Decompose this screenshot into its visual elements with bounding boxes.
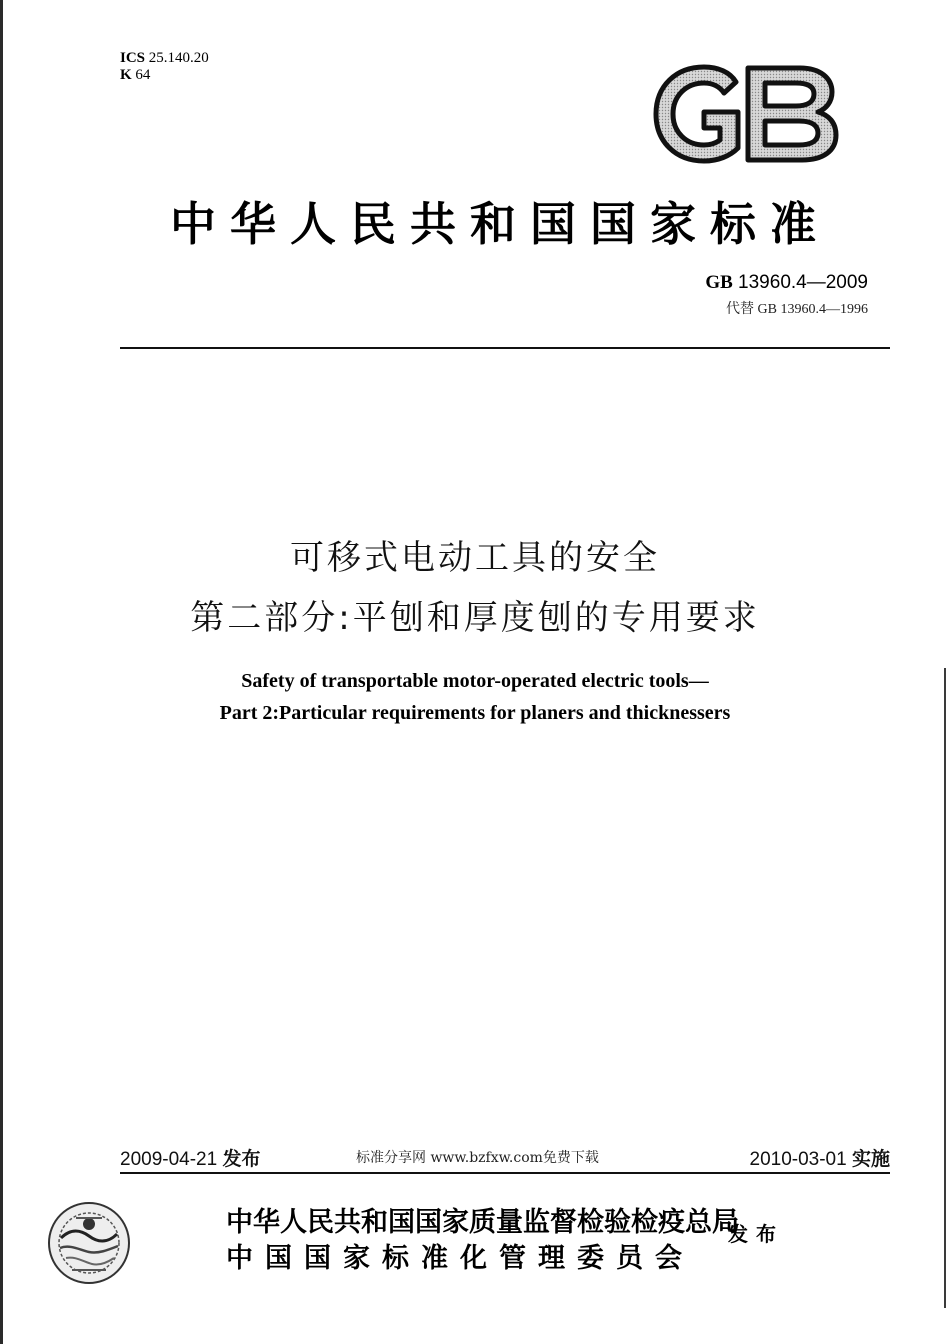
issuer-aqsiq: 中华人民共和国国家质量监督检验检疫总局 [226,1207,739,1238]
official-seal-icon [46,1200,132,1286]
ics-code: 25.140.20 [148,50,209,66]
footer-divider [120,1172,890,1174]
implementation-date [750,1144,891,1171]
issue-date [120,1144,261,1171]
standard-number-value: 13960.4—2009 [738,272,868,293]
replaces-standard: 代替 GB 13960.4—1996 [726,302,868,317]
implementation-date-value: 2010-03-01 [749,1149,847,1170]
issue-date-label: 发布 [222,1148,261,1170]
gb-logo [652,64,840,164]
ccs-code: 64 [135,67,151,83]
date-row [120,1144,890,1170]
implementation-date-label: 实施 [851,1148,890,1170]
issuer-sac: 中国国家标准化管理委员会 [226,1243,694,1274]
title-cn-line2: 第二部分:平刨和厚度刨的专用要求 [190,598,760,638]
watermark-text: 标准分享网 www.bzfxw.com免费下载 [356,1150,599,1166]
national-standard-heading: 中华人民共和国国家标准 [170,197,830,251]
standard-prefix: GB [705,272,733,293]
scan-right-edge [944,668,946,1308]
publish-label: 发布 [728,1222,784,1246]
title-cn-line1: 可移式电动工具的安全 [290,538,660,578]
issue-date-value: 2009-04-21 [120,1149,218,1170]
standard-number [600,272,868,294]
ics-line [120,50,209,67]
classification-codes [120,50,209,84]
title-en-line1: Safety of transportable motor-operated electric tools— [241,670,709,692]
header-divider [120,347,890,349]
ccs-line [120,67,209,84]
scan-left-edge [0,0,3,1344]
ccs-label: K [120,67,132,83]
title-en-line2: Part 2:Particular requirements for planers and thicknessers [219,702,731,724]
ics-label: ICS [120,50,146,66]
